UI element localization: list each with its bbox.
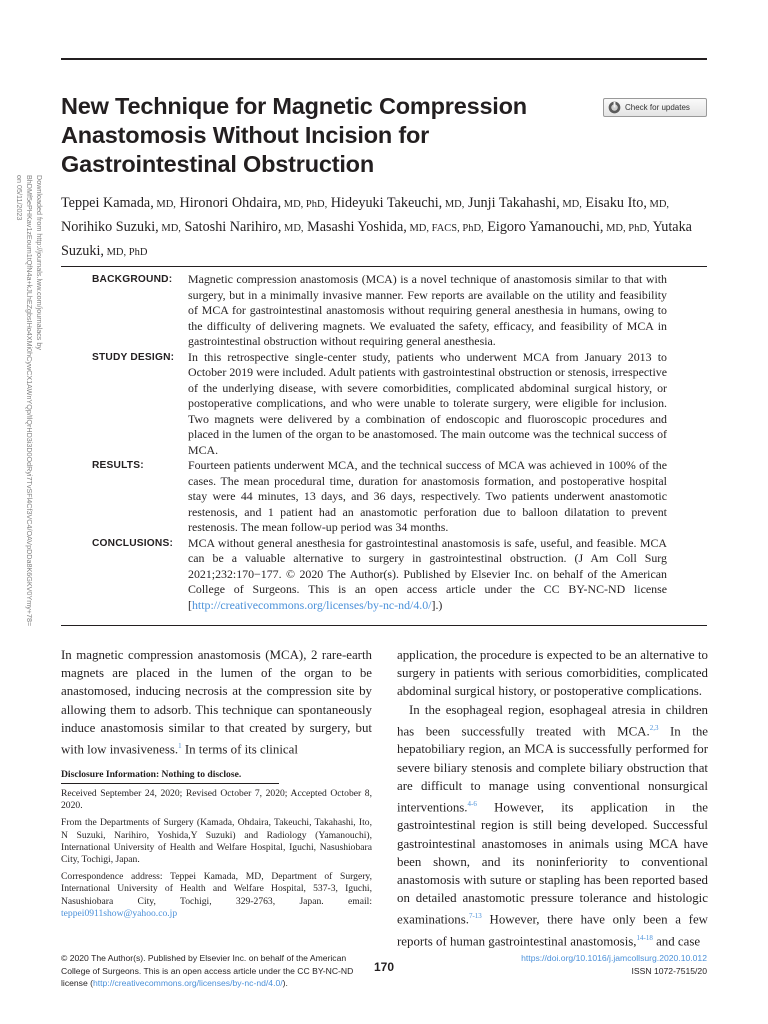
body-text: In the hepatobiliary region, an MCA is successfully performed for severe biliary stenosis and complete biliary obstruction that are difficult to manage using conventional nonsurgical interventions. bbox=[397, 724, 708, 815]
download-side-note-text: Downloaded from http://journals.lww.com/journalacs by BhDMf5ePHKav1zEoum1tQfN4a+kJLhEZgbsIHo4XMi0hCywCX1AWnYQp/IlQrHD3i3D0OdRyi7TvSFl4Cf3VC4/OAVpDDa8K6GKV0Ymy+78= on 05/11/2023 bbox=[15, 175, 44, 627]
body-paragraph bbox=[397, 701, 708, 951]
doi-link[interactable]: https://doi.org/10.1016/j.jamcollsurg.2020.10.012 bbox=[521, 953, 707, 963]
article-info bbox=[61, 788, 372, 925]
check-for-updates-button[interactable] bbox=[603, 98, 707, 117]
check-updates-icon bbox=[608, 101, 621, 114]
abstract-text: In this retrospective single-center study, patients who underwent MCA from January 2013 to October 2019 were included. Adult patients with gastrointestinal obstruction or stenosis, irrespective of the underlying disease, with severe comorbidities, complicated abdominal surgical history, or postoperative complications, and who were unable to tolerate surgery, were eligible for inclusion. Two magnets were delivered by a combination of endoscopic and fluoroscopic procedures and placed in the lumen of the organ to be anastomosed. The main outcome was the technical success of MCA. bbox=[188, 349, 667, 457]
author-degree: MD, bbox=[442, 199, 465, 210]
author-name: Norihiko Suzuki, bbox=[61, 219, 159, 235]
body-text: However, its application in the gastrointestinal region is still being developed. Successful gastrointestinal anastomoses in animals using MCA have been shown, and its noninferiority to conventional anastomosis with suture or stapling has been reported based on detailed anastomotic pressure tolerance and histologic examinations. bbox=[397, 800, 708, 927]
reference-link[interactable]: 4-6 bbox=[467, 799, 477, 808]
reference-link[interactable]: 2,3 bbox=[649, 723, 659, 732]
footer-license-end: ). bbox=[282, 978, 288, 988]
body-column-right bbox=[397, 646, 708, 950]
author-degree: MD, bbox=[158, 223, 181, 234]
body-text: and case bbox=[652, 934, 701, 949]
author-list bbox=[61, 192, 707, 264]
author-degree: MD, PhD bbox=[103, 247, 148, 258]
author-name: Hideyuki Takeuchi, bbox=[327, 195, 443, 211]
abstract-label: BACKGROUND: bbox=[92, 274, 173, 285]
abstract-background bbox=[92, 272, 667, 350]
abstract-bottom-rule bbox=[61, 625, 707, 626]
top-rule bbox=[61, 58, 707, 60]
disclosure-rule bbox=[61, 783, 279, 784]
body-text: In magnetic compression anastomosis (MCA), 2 rare-earth magnets are placed in the lumen of the organ to be anastomosed, inducing necrosis at the compression site by allowing them to adsorb. This technique can spontaneously induce anastomosis similar to that created by surgery, but with low invasiveness. bbox=[61, 648, 372, 757]
author-degree: MD, bbox=[646, 199, 670, 210]
body-text: In the esophageal region, esophageal atresia in children has been successfully treated with MCA. bbox=[397, 702, 708, 739]
license-link[interactable]: http://creativecommons.org/licenses/by-nc-nd/4.0/ bbox=[191, 597, 432, 612]
body-paragraph: application, the procedure is expected to be an alternative to surgery in patients with serious comorbidities, complicated abdominal surgical history, or postoperative complications. bbox=[397, 648, 708, 699]
author-degree: MD, PhD, bbox=[603, 223, 650, 234]
correspondence-address bbox=[61, 871, 372, 920]
page-number: 170 bbox=[374, 960, 395, 974]
body-text: However, there have only been a few reports of human gastrointestinal anastomosis, bbox=[397, 912, 708, 949]
body-text: In terms of its clinical bbox=[181, 742, 298, 757]
abstract-top-rule bbox=[61, 266, 707, 267]
body-column-left bbox=[61, 646, 372, 759]
correspondence-text: Correspondence address: Teppei Kamada, MD, Department of Surgery, International University of Health and Welfare Hospital, 537-3, Iguchi, Nasushiobara City, Tochigi, 329-2763, Japan. email: bbox=[61, 871, 372, 907]
author-name: Eisaku Ito, bbox=[581, 195, 647, 211]
reference-link[interactable]: 1 bbox=[178, 742, 182, 751]
email-link[interactable]: teppei0911show@yahoo.co.jp bbox=[61, 907, 178, 919]
reference-link[interactable]: 14-18 bbox=[636, 933, 653, 942]
author-name: Junji Takahashi, bbox=[464, 195, 560, 211]
disclosure-information: Disclosure Information: Nothing to disclose. bbox=[61, 769, 242, 780]
author-degree: MD, FACS, PhD, bbox=[406, 223, 484, 234]
abstract-label: CONCLUSIONS: bbox=[92, 537, 174, 549]
abstract-text: Fourteen patients underwent MCA, and the technical success of MCA was achieved in 100% of the cases. The mean procedural time, duration for anastomosis formation, and postoperative hospital stay were 44 minutes, 13 days, and 36 days, respectively. Two patients underwent anastomotic restenosis, and 1 patient had an anastomotic perforation due to balloon dilatation to prevent restenosis. The mean follow-up period was 34 months. bbox=[188, 458, 667, 534]
footer-doi-block bbox=[477, 952, 707, 977]
author-name: Yutaka Suzuki, bbox=[61, 219, 692, 259]
author-name: Eigoro Yamanouchi, bbox=[483, 219, 604, 235]
body-paragraph bbox=[61, 646, 372, 759]
download-side-note bbox=[15, 175, 44, 627]
footer-license-link[interactable]: http://creativecommons.org/licenses/by-nc-nd/4.0/ bbox=[93, 978, 283, 988]
abstract-study-design bbox=[92, 350, 667, 459]
author-name: Satoshi Narihiro, bbox=[180, 219, 282, 235]
author-degree: MD, bbox=[153, 199, 176, 210]
reference-link[interactable]: 7-13 bbox=[468, 912, 482, 921]
author-degree: MD, PhD, bbox=[281, 199, 328, 210]
page-footer bbox=[61, 952, 707, 992]
abstract-label: RESULTS: bbox=[92, 460, 144, 471]
check-updates-label: Check for updates bbox=[625, 103, 690, 112]
abstract-text: Magnetic compression anastomosis (MCA) is a novel technique of anastomosis similar to that with surgery, but in a minimally invasive manner. Few reports are available on the utility and feasibility of MCA for gastrointestinal anastomosis without requiring general anesthesia in humans, owing to the difficulty of delivering magnets. We evaluated the safety, efficacy, and feasibility of MCA in gastrointestinal obstruction without requiring general anesthesia. bbox=[188, 272, 667, 348]
abstract-label: STUDY DESIGN: bbox=[92, 351, 175, 363]
author-degree: MD, bbox=[559, 199, 582, 210]
footer-license-text: © 2020 The Author(s). Published by Elsevier Inc. on behalf of the American College of Surgeons. This is an open access article under the CC BY-NC-ND license ( bbox=[61, 953, 354, 988]
abstract-results bbox=[92, 458, 667, 536]
conclusions-text: MCA without general anesthesia for gastrointestinal anastomosis is safe, useful, and feasible. MCA can be a valuable alternative to surgery in gastrointestinal obstruction. (J Am Coll Surg 2021;232:170−177. © 2020 The Author(s). Published by Elsevier Inc. on behalf of the American College of Surgeons. This is an open access article under the CC BY-NC-ND license [ bbox=[188, 535, 667, 612]
received-dates: Received September 24, 2020; Revised October 7, 2020; Accepted October 8, 2020. bbox=[61, 788, 372, 812]
issn: ISSN 1072-7515/20 bbox=[631, 965, 707, 976]
author-name: Hironori Ohdaira, bbox=[175, 195, 282, 211]
abstract-conclusions bbox=[92, 536, 667, 614]
conclusions-end: ].) bbox=[431, 597, 443, 612]
abstract bbox=[92, 272, 667, 613]
article-title: New Technique for Magnetic Compression Anastomosis Without Incision for Gastrointestinal Obstruction bbox=[61, 93, 527, 177]
author-name: Masashi Yoshida, bbox=[303, 219, 407, 235]
abstract-text bbox=[188, 536, 667, 614]
author-affiliations: From the Departments of Surgery (Kamada, Ohdaira, Takeuchi, Takahashi, Ito, N Suzuki, Narihiro, Yoshida,Y Suzuki) and Radiology (Yamanouchi), International University of Health and Welfare Hospital, Iguchi, Nasushiobara City, Tochigi, Japan. bbox=[61, 817, 372, 866]
author-name: Teppei Kamada, bbox=[61, 195, 154, 211]
footer-license bbox=[61, 952, 371, 990]
author-degree: MD, bbox=[281, 223, 304, 234]
